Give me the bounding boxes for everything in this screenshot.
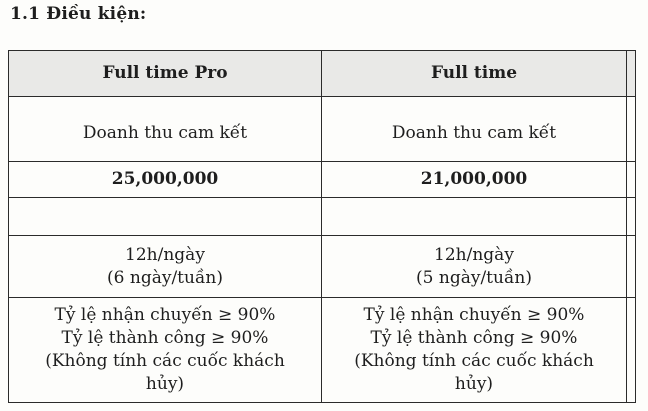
success-rate: Tỷ lệ thành công ≥ 90%	[61, 328, 269, 348]
rate-note-end: hủy)	[145, 374, 185, 394]
revenue-value-pro: 25,000,000	[9, 162, 322, 198]
header-row	[9, 51, 636, 97]
accept-rate: Tỷ lệ nhận chuyến ≥ 90%	[54, 305, 276, 325]
table-row	[9, 298, 636, 403]
cut-off-cell	[627, 97, 636, 162]
header-cut-off	[627, 51, 636, 97]
accept-rate: Tỷ lệ nhận chuyến ≥ 90%	[363, 305, 585, 325]
success-rate: Tỷ lệ thành công ≥ 90%	[370, 328, 578, 348]
rates-ft	[322, 298, 627, 403]
rate-note: (Không tính các cuốc khách	[45, 351, 285, 371]
hours-per-day: 12h/ngày	[125, 244, 205, 265]
header-full-time-pro: Full time Pro	[9, 51, 322, 97]
section-heading: 1.1 Điều kiện:	[10, 4, 147, 24]
revenue-value-ft: 21,000,000	[322, 162, 627, 198]
cut-off-cell	[627, 298, 636, 403]
cut-off-cell	[627, 236, 636, 298]
empty-cell	[9, 198, 322, 236]
cut-off-cell	[627, 162, 636, 198]
empty-cell	[322, 198, 627, 236]
hours-pro	[9, 236, 322, 298]
days-per-week: (5 ngày/tuần)	[416, 267, 532, 288]
days-per-week: (6 ngày/tuần)	[107, 267, 223, 288]
hours-ft	[322, 236, 627, 298]
rates-pro	[9, 298, 322, 403]
hours-per-day: 12h/ngày	[434, 244, 514, 265]
header-full-time: Full time	[322, 51, 627, 97]
cut-off-cell	[627, 198, 636, 236]
table-row	[9, 162, 636, 198]
table-row	[9, 198, 636, 236]
rate-note-end: hủy)	[454, 374, 494, 394]
revenue-label-pro: Doanh thu cam kết	[9, 97, 322, 162]
rate-note: (Không tính các cuốc khách	[354, 351, 594, 371]
revenue-label-ft: Doanh thu cam kết	[322, 97, 627, 162]
table-row	[9, 97, 636, 162]
conditions-table	[8, 50, 636, 403]
table-row	[9, 236, 636, 298]
